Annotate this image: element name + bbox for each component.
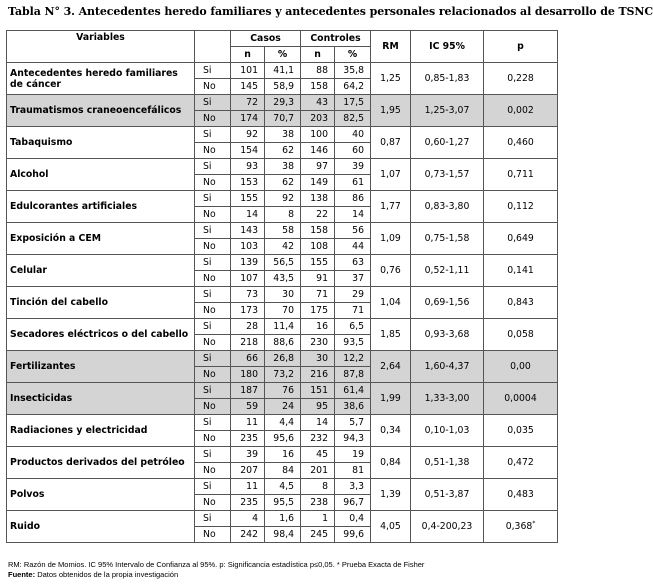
ic-value: 0,51-3,87 bbox=[411, 479, 484, 511]
rm-value: 1,95 bbox=[371, 95, 411, 127]
casos-pct-si: 38 bbox=[265, 159, 301, 175]
controles-pct-no: 61 bbox=[335, 175, 371, 191]
casos-n-si: 72 bbox=[231, 95, 265, 111]
controles-n-no: 149 bbox=[301, 175, 335, 191]
rm-value: 0,87 bbox=[371, 127, 411, 159]
rm-value: 2,64 bbox=[371, 351, 411, 383]
variable-name: Celular bbox=[7, 255, 195, 287]
controles-pct-no: 14 bbox=[335, 207, 371, 223]
row-si-label: Si bbox=[195, 479, 231, 495]
variable-name: Insecticidas bbox=[7, 383, 195, 415]
casos-n-no: 235 bbox=[231, 431, 265, 447]
casos-n-no: 180 bbox=[231, 367, 265, 383]
header-ic: IC 95% bbox=[411, 31, 484, 63]
p-value-text: 0,112 bbox=[507, 201, 534, 212]
casos-pct-si: 38 bbox=[265, 127, 301, 143]
casos-pct-no: 24 bbox=[265, 399, 301, 415]
table-row bbox=[7, 95, 558, 111]
casos-pct-no: 62 bbox=[265, 143, 301, 159]
row-no-label: No bbox=[195, 367, 231, 383]
ic-value: 0,69-1,56 bbox=[411, 287, 484, 319]
row-si-label: Si bbox=[195, 351, 231, 367]
controles-pct-no: 60 bbox=[335, 143, 371, 159]
row-no-label: No bbox=[195, 175, 231, 191]
table-row bbox=[7, 159, 558, 175]
table-row bbox=[7, 63, 558, 79]
controles-pct-si: 56 bbox=[335, 223, 371, 239]
row-si-label: Si bbox=[195, 63, 231, 79]
header-controles-n: n bbox=[301, 47, 335, 63]
data-table bbox=[6, 30, 558, 543]
row-si-label: Si bbox=[195, 447, 231, 463]
controles-pct-si: 0,4 bbox=[335, 511, 371, 527]
table-row bbox=[7, 319, 558, 335]
casos-n-si: 73 bbox=[231, 287, 265, 303]
casos-n-si: 39 bbox=[231, 447, 265, 463]
casos-n-si: 139 bbox=[231, 255, 265, 271]
casos-n-no: 173 bbox=[231, 303, 265, 319]
row-si-label: Si bbox=[195, 255, 231, 271]
p-value-text: 0,058 bbox=[507, 329, 534, 340]
casos-pct-no: 84 bbox=[265, 463, 301, 479]
variable-name: Exposición a CEM bbox=[7, 223, 195, 255]
header-casos-n: n bbox=[231, 47, 265, 63]
source-label: Fuente: bbox=[8, 570, 36, 579]
p-value bbox=[484, 415, 558, 447]
rm-value: 1,99 bbox=[371, 383, 411, 415]
variable-name: Tinción del cabello bbox=[7, 287, 195, 319]
ic-value: 1,60-4,37 bbox=[411, 351, 484, 383]
controles-n-si: 30 bbox=[301, 351, 335, 367]
header-p: p bbox=[484, 31, 558, 63]
rm-value: 1,77 bbox=[371, 191, 411, 223]
controles-pct-no: 38,6 bbox=[335, 399, 371, 415]
controles-pct-si: 61,4 bbox=[335, 383, 371, 399]
casos-pct-no: 8 bbox=[265, 207, 301, 223]
casos-pct-no: 43,5 bbox=[265, 271, 301, 287]
casos-pct-no: 95,6 bbox=[265, 431, 301, 447]
header-controles-pct: % bbox=[335, 47, 371, 63]
controles-n-si: 71 bbox=[301, 287, 335, 303]
p-value bbox=[484, 223, 558, 255]
variable-name: Antecedentes heredo familiares de cáncer bbox=[7, 63, 195, 95]
p-value-text: 0,002 bbox=[507, 105, 534, 116]
controles-n-si: 43 bbox=[301, 95, 335, 111]
casos-pct-si: 56,5 bbox=[265, 255, 301, 271]
casos-pct-no: 88,6 bbox=[265, 335, 301, 351]
table-title: Tabla N° 3. Antecedentes heredo familiares y antecedentes personales relacionados al desarrollo de TSNC bbox=[8, 5, 653, 18]
p-value-text: 0,843 bbox=[507, 297, 534, 308]
controles-pct-no: 96,7 bbox=[335, 495, 371, 511]
rm-value: 0,76 bbox=[371, 255, 411, 287]
controles-pct-si: 12,2 bbox=[335, 351, 371, 367]
controles-n-no: 216 bbox=[301, 367, 335, 383]
controles-pct-si: 6,5 bbox=[335, 319, 371, 335]
casos-pct-si: 16 bbox=[265, 447, 301, 463]
variable-name: Radiaciones y electricidad bbox=[7, 415, 195, 447]
controles-pct-si: 35,8 bbox=[335, 63, 371, 79]
fisher-mark: * bbox=[532, 519, 536, 527]
casos-n-no: 218 bbox=[231, 335, 265, 351]
row-no-label: No bbox=[195, 111, 231, 127]
header-controles: Controles bbox=[301, 31, 371, 47]
ic-value: 0,73-1,57 bbox=[411, 159, 484, 191]
row-no-label: No bbox=[195, 431, 231, 447]
table-row bbox=[7, 383, 558, 399]
controles-pct-si: 86 bbox=[335, 191, 371, 207]
p-value bbox=[484, 447, 558, 479]
controles-n-no: 203 bbox=[301, 111, 335, 127]
controles-n-no: 230 bbox=[301, 335, 335, 351]
rm-value: 1,04 bbox=[371, 287, 411, 319]
p-value bbox=[484, 255, 558, 287]
casos-pct-si: 30 bbox=[265, 287, 301, 303]
header-blank bbox=[195, 31, 231, 63]
row-si-label: Si bbox=[195, 319, 231, 335]
p-value-text: 0,141 bbox=[507, 265, 534, 276]
p-value bbox=[484, 95, 558, 127]
controles-n-no: 95 bbox=[301, 399, 335, 415]
casos-n-si: 143 bbox=[231, 223, 265, 239]
casos-n-no: 207 bbox=[231, 463, 265, 479]
casos-n-no: 107 bbox=[231, 271, 265, 287]
ic-value: 0,83-3,80 bbox=[411, 191, 484, 223]
p-value-text: 0,035 bbox=[507, 425, 534, 436]
controles-n-si: 88 bbox=[301, 63, 335, 79]
casos-n-si: 92 bbox=[231, 127, 265, 143]
casos-pct-si: 76 bbox=[265, 383, 301, 399]
casos-n-si: 93 bbox=[231, 159, 265, 175]
footnote: RM: Razón de Momios. IC 95% Intervalo de Confianza al 95%. p: Significancia estadística p≤0,05. * Prueba Exacta de Fisher bbox=[8, 560, 425, 569]
row-no-label: No bbox=[195, 303, 231, 319]
source-line bbox=[8, 570, 558, 579]
casos-n-no: 145 bbox=[231, 79, 265, 95]
ic-value: 0,10-1,03 bbox=[411, 415, 484, 447]
casos-n-si: 28 bbox=[231, 319, 265, 335]
casos-pct-si: 11,4 bbox=[265, 319, 301, 335]
casos-n-no: 59 bbox=[231, 399, 265, 415]
controles-pct-no: 81 bbox=[335, 463, 371, 479]
controles-pct-no: 44 bbox=[335, 239, 371, 255]
casos-n-no: 14 bbox=[231, 207, 265, 223]
controles-pct-si: 19 bbox=[335, 447, 371, 463]
variable-name: Traumatismos craneoencefálicos bbox=[7, 95, 195, 127]
controles-n-no: 91 bbox=[301, 271, 335, 287]
row-no-label: No bbox=[195, 143, 231, 159]
controles-n-si: 138 bbox=[301, 191, 335, 207]
casos-pct-si: 29,3 bbox=[265, 95, 301, 111]
casos-n-si: 11 bbox=[231, 415, 265, 431]
casos-n-no: 103 bbox=[231, 239, 265, 255]
casos-n-no: 174 bbox=[231, 111, 265, 127]
controles-n-si: 14 bbox=[301, 415, 335, 431]
variable-name: Secadores eléctricos o del cabello bbox=[7, 319, 195, 351]
controles-pct-si: 17,5 bbox=[335, 95, 371, 111]
ic-value: 1,33-3,00 bbox=[411, 383, 484, 415]
controles-n-si: 8 bbox=[301, 479, 335, 495]
controles-pct-no: 94,3 bbox=[335, 431, 371, 447]
ic-value: 0,60-1,27 bbox=[411, 127, 484, 159]
casos-n-no: 235 bbox=[231, 495, 265, 511]
table-row bbox=[7, 287, 558, 303]
casos-pct-si: 4,4 bbox=[265, 415, 301, 431]
controles-n-si: 16 bbox=[301, 319, 335, 335]
casos-pct-si: 1,6 bbox=[265, 511, 301, 527]
casos-n-no: 154 bbox=[231, 143, 265, 159]
row-no-label: No bbox=[195, 495, 231, 511]
header-casos: Casos bbox=[231, 31, 301, 47]
p-value-text: 0,00 bbox=[510, 361, 531, 372]
row-si-label: Si bbox=[195, 223, 231, 239]
casos-pct-si: 26,8 bbox=[265, 351, 301, 367]
casos-pct-si: 4,5 bbox=[265, 479, 301, 495]
row-si-label: Si bbox=[195, 95, 231, 111]
table-row bbox=[7, 415, 558, 431]
controles-n-si: 100 bbox=[301, 127, 335, 143]
p-value-text: 0,711 bbox=[507, 169, 534, 180]
p-value-text: 0,483 bbox=[507, 489, 534, 500]
rm-value: 1,07 bbox=[371, 159, 411, 191]
table-row bbox=[7, 223, 558, 239]
p-value bbox=[484, 127, 558, 159]
casos-pct-si: 41,1 bbox=[265, 63, 301, 79]
rm-value: 0,34 bbox=[371, 415, 411, 447]
rm-value: 1,25 bbox=[371, 63, 411, 95]
controles-n-si: 151 bbox=[301, 383, 335, 399]
p-value bbox=[484, 383, 558, 415]
row-si-label: Si bbox=[195, 415, 231, 431]
p-value-text: 0,472 bbox=[507, 457, 534, 468]
ic-value: 0,51-1,38 bbox=[411, 447, 484, 479]
casos-pct-no: 62 bbox=[265, 175, 301, 191]
controles-n-si: 158 bbox=[301, 223, 335, 239]
variable-name: Polvos bbox=[7, 479, 195, 511]
controles-n-si: 97 bbox=[301, 159, 335, 175]
controles-pct-si: 5,7 bbox=[335, 415, 371, 431]
casos-pct-si: 92 bbox=[265, 191, 301, 207]
controles-pct-no: 93,5 bbox=[335, 335, 371, 351]
casos-n-si: 4 bbox=[231, 511, 265, 527]
controles-n-si: 155 bbox=[301, 255, 335, 271]
header-rm: RM bbox=[371, 31, 411, 63]
casos-n-si: 11 bbox=[231, 479, 265, 495]
variable-name: Fertilizantes bbox=[7, 351, 195, 383]
ic-value: 1,25-3,07 bbox=[411, 95, 484, 127]
controles-pct-no: 87,8 bbox=[335, 367, 371, 383]
p-value bbox=[484, 351, 558, 383]
row-si-label: Si bbox=[195, 383, 231, 399]
variable-name: Edulcorantes artificiales bbox=[7, 191, 195, 223]
controles-n-no: 22 bbox=[301, 207, 335, 223]
casos-pct-no: 73,2 bbox=[265, 367, 301, 383]
casos-pct-no: 70 bbox=[265, 303, 301, 319]
variable-name: Tabaquismo bbox=[7, 127, 195, 159]
p-value bbox=[484, 479, 558, 511]
row-no-label: No bbox=[195, 527, 231, 543]
table-row bbox=[7, 191, 558, 207]
controles-pct-si: 39 bbox=[335, 159, 371, 175]
p-value bbox=[484, 287, 558, 319]
ic-value: 0,52-1,11 bbox=[411, 255, 484, 287]
row-no-label: No bbox=[195, 271, 231, 287]
row-si-label: Si bbox=[195, 511, 231, 527]
controles-pct-no: 82,5 bbox=[335, 111, 371, 127]
casos-n-si: 101 bbox=[231, 63, 265, 79]
controles-pct-no: 99,6 bbox=[335, 527, 371, 543]
ic-value: 0,85-1,83 bbox=[411, 63, 484, 95]
controles-n-no: 245 bbox=[301, 527, 335, 543]
controles-pct-si: 29 bbox=[335, 287, 371, 303]
rm-value: 1,85 bbox=[371, 319, 411, 351]
controles-pct-si: 40 bbox=[335, 127, 371, 143]
casos-n-si: 187 bbox=[231, 383, 265, 399]
casos-n-si: 155 bbox=[231, 191, 265, 207]
p-value bbox=[484, 159, 558, 191]
ic-value: 0,4-200,23 bbox=[411, 511, 484, 543]
ic-value: 0,93-3,68 bbox=[411, 319, 484, 351]
casos-n-no: 153 bbox=[231, 175, 265, 191]
casos-n-no: 242 bbox=[231, 527, 265, 543]
row-si-label: Si bbox=[195, 287, 231, 303]
variable-name: Alcohol bbox=[7, 159, 195, 191]
controles-n-si: 1 bbox=[301, 511, 335, 527]
p-value bbox=[484, 191, 558, 223]
p-value-text: 0,228 bbox=[507, 73, 534, 84]
table-row bbox=[7, 479, 558, 495]
casos-pct-no: 98,4 bbox=[265, 527, 301, 543]
controles-n-no: 108 bbox=[301, 239, 335, 255]
row-si-label: Si bbox=[195, 191, 231, 207]
p-value bbox=[484, 319, 558, 351]
casos-pct-no: 42 bbox=[265, 239, 301, 255]
table-row bbox=[7, 127, 558, 143]
p-value bbox=[484, 63, 558, 95]
row-no-label: No bbox=[195, 399, 231, 415]
controles-pct-si: 63 bbox=[335, 255, 371, 271]
ic-value: 0,75-1,58 bbox=[411, 223, 484, 255]
row-no-label: No bbox=[195, 335, 231, 351]
rm-value: 1,09 bbox=[371, 223, 411, 255]
p-value-text: 0,460 bbox=[507, 137, 534, 148]
variable-name: Ruido bbox=[7, 511, 195, 543]
controles-pct-no: 71 bbox=[335, 303, 371, 319]
table-row bbox=[7, 511, 558, 527]
p-value-text: 0,368 bbox=[505, 521, 533, 532]
casos-pct-no: 95,5 bbox=[265, 495, 301, 511]
controles-n-no: 158 bbox=[301, 79, 335, 95]
casos-pct-no: 70,7 bbox=[265, 111, 301, 127]
p-value-text: 0,0004 bbox=[504, 393, 537, 404]
header-variables: Variables bbox=[7, 31, 195, 63]
row-no-label: No bbox=[195, 207, 231, 223]
p-value bbox=[484, 511, 558, 543]
variable-name: Productos derivados del petróleo bbox=[7, 447, 195, 479]
table-row bbox=[7, 351, 558, 367]
casos-n-si: 66 bbox=[231, 351, 265, 367]
controles-n-no: 146 bbox=[301, 143, 335, 159]
row-si-label: Si bbox=[195, 159, 231, 175]
casos-pct-si: 58 bbox=[265, 223, 301, 239]
controles-n-no: 175 bbox=[301, 303, 335, 319]
controles-pct-no: 64,2 bbox=[335, 79, 371, 95]
row-no-label: No bbox=[195, 239, 231, 255]
rm-value: 0,84 bbox=[371, 447, 411, 479]
table-row bbox=[7, 447, 558, 463]
casos-pct-no: 58,9 bbox=[265, 79, 301, 95]
p-value-text: 0,649 bbox=[507, 233, 534, 244]
controles-pct-no: 37 bbox=[335, 271, 371, 287]
header-casos-pct: % bbox=[265, 47, 301, 63]
controles-n-no: 201 bbox=[301, 463, 335, 479]
rm-value: 4,05 bbox=[371, 511, 411, 543]
controles-n-no: 238 bbox=[301, 495, 335, 511]
row-no-label: No bbox=[195, 463, 231, 479]
controles-pct-si: 3,3 bbox=[335, 479, 371, 495]
controles-n-no: 232 bbox=[301, 431, 335, 447]
row-no-label: No bbox=[195, 79, 231, 95]
rm-value: 1,39 bbox=[371, 479, 411, 511]
source-text: Datos obtenidos de la propia investigación bbox=[37, 570, 179, 579]
row-si-label: Si bbox=[195, 127, 231, 143]
controles-n-si: 45 bbox=[301, 447, 335, 463]
table-row bbox=[7, 255, 558, 271]
